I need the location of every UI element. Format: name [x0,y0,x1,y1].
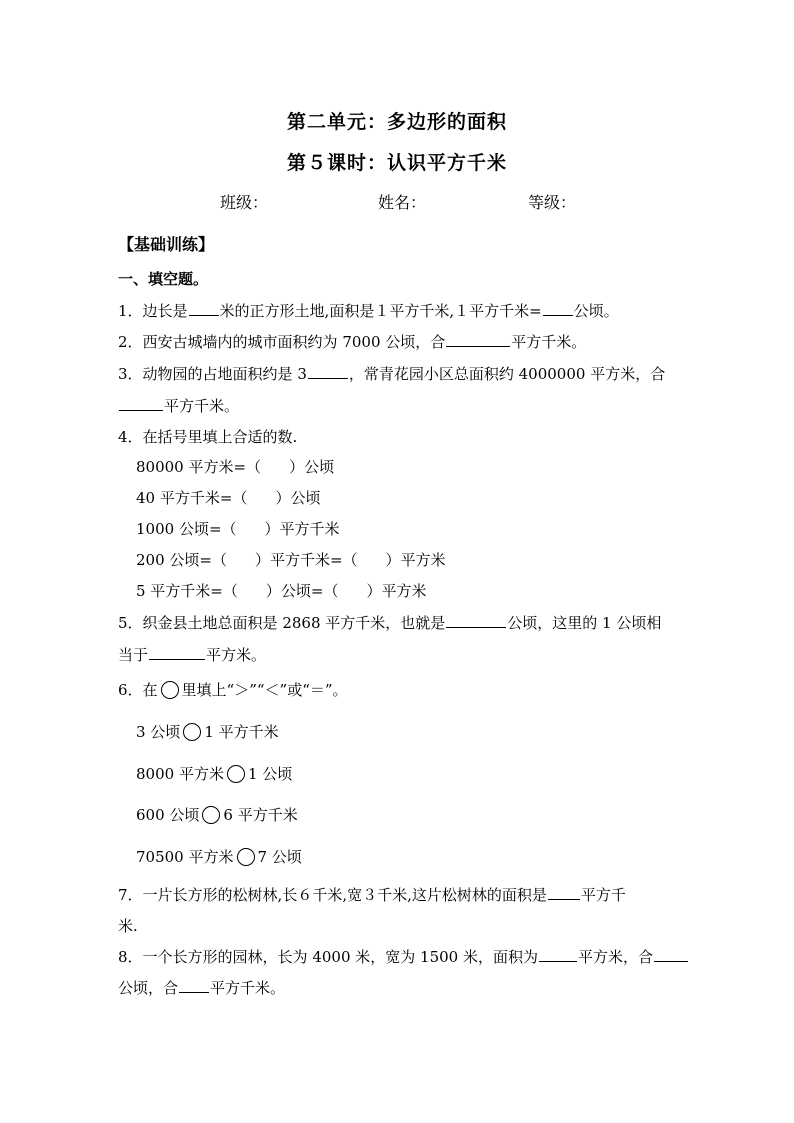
compare-circle[interactable] [202,806,220,824]
q6-row-1: 3 公顷 1 平方千米 [136,723,279,741]
question-7: 7．一片长方形的松树林,长６千米,宽３千米,这片松树林的面积是 平方千 [118,886,626,904]
answer-blank [548,885,580,900]
compare-circle[interactable] [183,723,201,741]
circle-icon [161,681,179,699]
question-5-cont: 当于 平方米。 [118,646,267,664]
q6-row-2: 8000 平方米 1 公顷 [136,765,293,783]
answer-blank [543,301,573,316]
q4-line-3: 1000 公顷=（ ）平方千米 [136,520,340,538]
section-heading: 【基础训练】 [118,235,215,254]
compare-circle[interactable] [227,765,245,783]
q4-line-2: 40 平方千米=（ ）公顷 [136,489,321,507]
answer-blank [446,332,510,347]
question-3: 3．动物园的占地面积约是 3 ，常青花园小区总面积约 4000000 平方米，合 [118,365,666,383]
q4-line-1: 80000 平方米=（ ）公顷 [136,458,335,476]
question-4: 4．在括号里填上合适的数. [118,428,298,446]
answer-blank [149,645,205,660]
question-8: 8．一个长方形的园林，长为 4000 米，宽为 1500 米，面积为 平方米，合 [118,946,689,967]
answer-blank [179,978,209,993]
q6-row-3: 600 公顷 6 平方千米 [136,806,298,824]
answer-blank [446,613,506,628]
q4-line-5: 5 平方千米=（ ）公顷=（ ）平方米 [136,582,427,600]
q4-line-4: 200 公顷=（ ）平方千米=（ ）平方米 [136,551,446,569]
answer-blank [539,947,577,962]
question-8-cont: 公顷，合 平方千米。 [118,979,286,997]
question-3-cont: 平方千米。 [118,395,239,416]
answer-blank [189,301,219,316]
class-label: 班级： [220,193,269,212]
answer-blank [654,947,688,962]
lesson-title: 第５课时：认识平方千米 [286,152,507,174]
question-6: 6．在 里填上“＞”“＜”或“＝”。 [118,681,348,699]
question-2: 2．西安古城墙内的城市面积约为 7000 公顷，合 平方千米。 [118,333,587,351]
question-5: 5．织金县土地总面积是 2868 平方千米，也就是 公顷，这里的 1 公顷相 [118,614,662,632]
question-7-cont: 米. [118,917,138,935]
answer-blank [119,396,163,411]
compare-circle[interactable] [237,848,255,866]
unit-title: 第二单元：多边形的面积 [286,111,507,133]
part-heading: 一、填空题。 [118,270,209,288]
question-1: 1．边长是 米的正方形土地,面积是１平方千米,１平方千米= 公顷。 [118,302,619,320]
grade-label: 等级： [528,193,577,212]
q6-row-4: 70500 平方米 7 公顷 [136,848,302,866]
answer-blank [308,364,348,379]
name-label: 姓名： [378,193,427,212]
